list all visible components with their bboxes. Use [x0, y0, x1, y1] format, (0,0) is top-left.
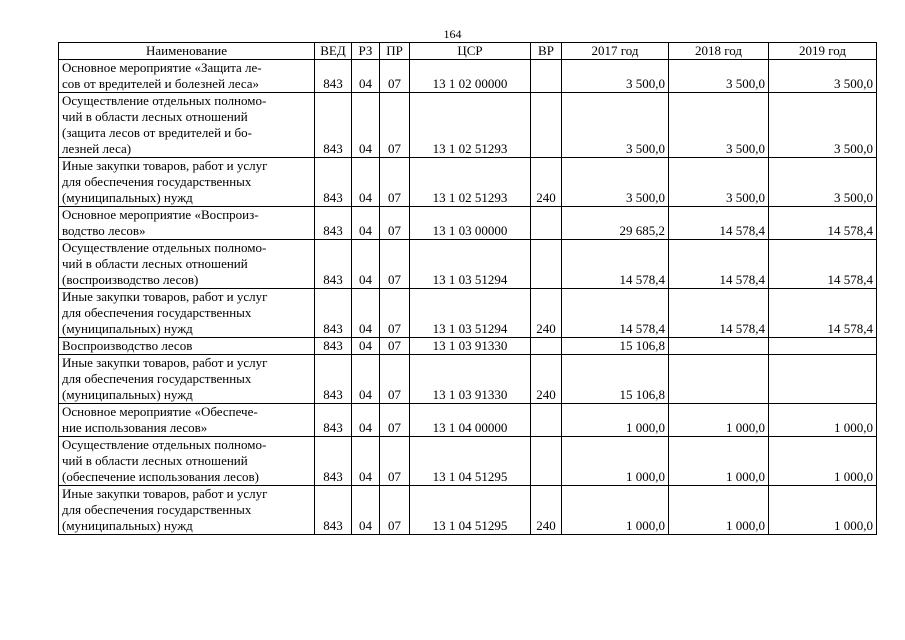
cell-2017: 1 000,0 — [562, 404, 669, 437]
table-header-row — [59, 43, 877, 60]
table-row — [59, 404, 877, 437]
table-row — [59, 486, 877, 535]
name-line: Иные закупки товаров, работ и услуг — [62, 158, 268, 173]
name-line: (муниципальных) нужд — [62, 190, 193, 205]
cell-csr: 13 1 02 51293 — [410, 158, 531, 207]
cell-csr: 13 1 03 51294 — [410, 289, 531, 338]
cell-vr: 240 — [531, 486, 562, 535]
cell-ved: 843 — [315, 289, 352, 338]
cell-pr: 07 — [380, 404, 410, 437]
header-vr: ВР — [531, 43, 562, 60]
cell-csr: 13 1 03 91330 — [410, 338, 531, 355]
name-line: чий в области лесных отношений — [62, 453, 248, 468]
cell-2018: 14 578,4 — [669, 207, 769, 240]
header-2019: 2019 год — [769, 43, 877, 60]
cell-rz: 04 — [352, 207, 380, 240]
name-line: чий в области лесных отношений — [62, 109, 248, 124]
cell-rz: 04 — [352, 486, 380, 535]
cell-2018: 3 500,0 — [669, 158, 769, 207]
cell-ved: 843 — [315, 93, 352, 158]
name-line: (воспроизводство лесов) — [62, 272, 199, 287]
cell-ved: 843 — [315, 207, 352, 240]
cell-ved: 843 — [315, 486, 352, 535]
cell-rz: 04 — [352, 93, 380, 158]
cell-csr: 13 1 04 51295 — [410, 486, 531, 535]
name-line: (защита лесов от вредителей и бо- — [62, 125, 252, 140]
cell-vr — [531, 60, 562, 93]
name-line: для обеспечения государственных — [62, 371, 252, 386]
cell-2018: 1 000,0 — [669, 404, 769, 437]
cell-2017: 15 106,8 — [562, 338, 669, 355]
cell-name — [59, 60, 315, 93]
cell-2018: 14 578,4 — [669, 289, 769, 338]
cell-2018: 1 000,0 — [669, 486, 769, 535]
table-row — [59, 338, 877, 355]
cell-2017: 15 106,8 — [562, 355, 669, 404]
name-line: водство лесов» — [62, 223, 146, 238]
cell-ved: 843 — [315, 338, 352, 355]
table-row — [59, 207, 877, 240]
cell-rz: 04 — [352, 355, 380, 404]
cell-2017: 1 000,0 — [562, 437, 669, 486]
cell-vr — [531, 93, 562, 158]
name-line: ние использования лесов» — [62, 420, 208, 435]
cell-pr: 07 — [380, 93, 410, 158]
cell-2019: 3 500,0 — [769, 93, 877, 158]
name-line: Основное мероприятие «Защита ле- — [62, 60, 262, 75]
cell-2019: 14 578,4 — [769, 289, 877, 338]
cell-rz: 04 — [352, 437, 380, 486]
cell-ved: 843 — [315, 355, 352, 404]
cell-2018: 14 578,4 — [669, 240, 769, 289]
name-line: Осуществление отдельных полномо- — [62, 437, 267, 452]
cell-ved: 843 — [315, 60, 352, 93]
cell-csr: 13 1 03 00000 — [410, 207, 531, 240]
cell-pr: 07 — [380, 60, 410, 93]
cell-ved: 843 — [315, 240, 352, 289]
cell-pr: 07 — [380, 158, 410, 207]
budget-table — [58, 42, 877, 535]
name-line: Осуществление отдельных полномо- — [62, 93, 267, 108]
cell-2017: 14 578,4 — [562, 240, 669, 289]
cell-csr: 13 1 03 51294 — [410, 240, 531, 289]
cell-vr: 240 — [531, 158, 562, 207]
cell-ved: 843 — [315, 158, 352, 207]
cell-csr: 13 1 04 00000 — [410, 404, 531, 437]
header-name: Наименование — [59, 43, 315, 60]
cell-2019: 1 000,0 — [769, 437, 877, 486]
cell-2017: 1 000,0 — [562, 486, 669, 535]
cell-2017: 29 685,2 — [562, 207, 669, 240]
cell-csr: 13 1 02 00000 — [410, 60, 531, 93]
cell-name — [59, 289, 315, 338]
cell-rz: 04 — [352, 289, 380, 338]
cell-2018 — [669, 355, 769, 404]
cell-rz: 04 — [352, 338, 380, 355]
table-row — [59, 60, 877, 93]
cell-2017: 3 500,0 — [562, 158, 669, 207]
cell-2017: 3 500,0 — [562, 60, 669, 93]
cell-pr: 07 — [380, 355, 410, 404]
name-line: для обеспечения государственных — [62, 502, 252, 517]
cell-name — [59, 404, 315, 437]
cell-csr: 13 1 03 91330 — [410, 355, 531, 404]
header-pr: ПР — [380, 43, 410, 60]
cell-pr: 07 — [380, 289, 410, 338]
cell-2019: 1 000,0 — [769, 404, 877, 437]
cell-ved: 843 — [315, 404, 352, 437]
cell-pr: 07 — [380, 240, 410, 289]
name-line: для обеспечения государственных — [62, 174, 252, 189]
cell-name — [59, 240, 315, 289]
table-row — [59, 289, 877, 338]
cell-2019: 14 578,4 — [769, 207, 877, 240]
cell-name — [59, 93, 315, 158]
cell-name — [59, 158, 315, 207]
name-line: (муниципальных) нужд — [62, 518, 193, 533]
name-line: Основное мероприятие «Воспроиз- — [62, 207, 259, 222]
cell-2019: 14 578,4 — [769, 240, 877, 289]
cell-pr: 07 — [380, 207, 410, 240]
table-row — [59, 240, 877, 289]
cell-2017: 14 578,4 — [562, 289, 669, 338]
cell-rz: 04 — [352, 404, 380, 437]
cell-2019 — [769, 355, 877, 404]
name-line: сов от вредителей и болезней леса» — [62, 76, 260, 91]
name-line: Иные закупки товаров, работ и услуг — [62, 355, 268, 370]
cell-pr: 07 — [380, 437, 410, 486]
header-2017: 2017 год — [562, 43, 669, 60]
cell-csr: 13 1 02 51293 — [410, 93, 531, 158]
name-line: (муниципальных) нужд — [62, 387, 193, 402]
name-line: для обеспечения государственных — [62, 305, 252, 320]
cell-vr — [531, 240, 562, 289]
name-line: Воспроизводство лесов — [62, 338, 193, 353]
cell-pr: 07 — [380, 338, 410, 355]
table-row — [59, 158, 877, 207]
cell-name — [59, 355, 315, 404]
name-line: Основное мероприятие «Обеспече- — [62, 404, 258, 419]
cell-vr — [531, 338, 562, 355]
cell-2018 — [669, 338, 769, 355]
cell-name — [59, 338, 315, 355]
cell-name — [59, 437, 315, 486]
table-body — [59, 60, 877, 535]
header-rz: РЗ — [352, 43, 380, 60]
cell-name — [59, 207, 315, 240]
cell-rz: 04 — [352, 60, 380, 93]
header-ved: ВЕД — [315, 43, 352, 60]
cell-ved: 843 — [315, 437, 352, 486]
cell-rz: 04 — [352, 240, 380, 289]
name-line: лезней леса) — [62, 141, 132, 156]
cell-2019: 1 000,0 — [769, 486, 877, 535]
cell-2018: 1 000,0 — [669, 437, 769, 486]
name-line: чий в области лесных отношений — [62, 256, 248, 271]
page-number: 164 — [443, 27, 462, 41]
cell-2017: 3 500,0 — [562, 93, 669, 158]
cell-name — [59, 486, 315, 535]
cell-pr: 07 — [380, 486, 410, 535]
cell-2018: 3 500,0 — [669, 60, 769, 93]
cell-vr: 240 — [531, 355, 562, 404]
name-line: (обеспечение использования лесов) — [62, 469, 259, 484]
cell-2018: 3 500,0 — [669, 93, 769, 158]
header-2018: 2018 год — [669, 43, 769, 60]
cell-vr — [531, 207, 562, 240]
table-row — [59, 437, 877, 486]
cell-2019: 3 500,0 — [769, 60, 877, 93]
name-line: Иные закупки товаров, работ и услуг — [62, 289, 268, 304]
cell-csr: 13 1 04 51295 — [410, 437, 531, 486]
table-row — [59, 93, 877, 158]
cell-rz: 04 — [352, 158, 380, 207]
name-line: Осуществление отдельных полномо- — [62, 240, 267, 255]
name-line: Иные закупки товаров, работ и услуг — [62, 486, 268, 501]
cell-vr: 240 — [531, 289, 562, 338]
name-line: (муниципальных) нужд — [62, 321, 193, 336]
cell-vr — [531, 404, 562, 437]
table-row — [59, 355, 877, 404]
header-csr: ЦСР — [410, 43, 531, 60]
cell-2019 — [769, 338, 877, 355]
cell-vr — [531, 437, 562, 486]
cell-2019: 3 500,0 — [769, 158, 877, 207]
